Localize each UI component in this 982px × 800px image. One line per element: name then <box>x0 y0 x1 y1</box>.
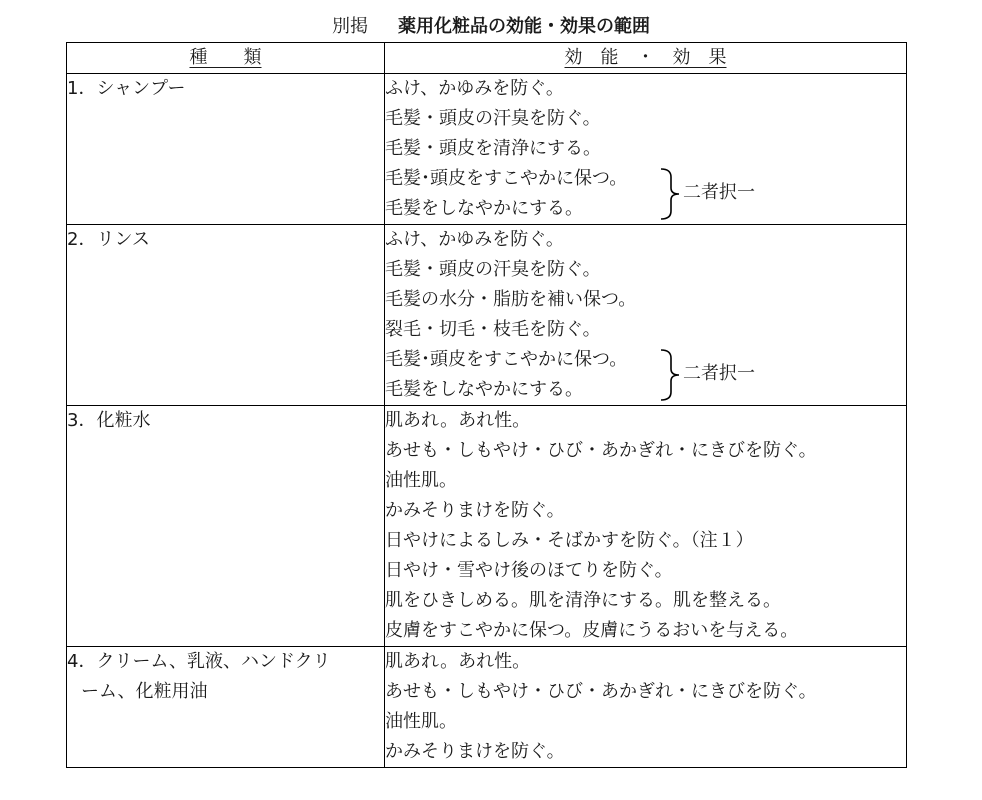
effect-line: 毛髪・頭皮の汗臭を防ぐ。 <box>385 108 601 129</box>
effects-cell <box>385 406 907 647</box>
title-prefix: 別掲 <box>332 16 368 37</box>
effect-line: 毛髪・頭皮を清浄にする。 <box>385 138 601 159</box>
effect-line: 肌あれ。あれ性。 <box>385 651 531 672</box>
effect-line: 油性肌。 <box>385 711 457 732</box>
category-cell <box>67 647 385 768</box>
right-brace-icon <box>659 167 681 221</box>
category-cell <box>67 74 385 225</box>
effect-line: あせも・しもやけ・ひび・あかぎれ・にきびを防ぐ。 <box>385 681 817 702</box>
effect-line: ふけ、かゆみを防ぐ。 <box>385 78 564 99</box>
category-label: 4．クリーム、乳液、ハンドクリ <box>67 651 331 672</box>
effect-line: 日やけによるしみ・そばかすを防ぐ。（注１） <box>385 530 754 551</box>
category-cell <box>67 406 385 647</box>
effects-cell <box>385 74 907 225</box>
effect-line: かみそりまけを防ぐ。 <box>385 500 565 521</box>
right-brace-icon <box>659 348 681 402</box>
effect-line: かみそりまけを防ぐ。 <box>385 741 565 762</box>
effects-cell <box>385 225 907 406</box>
effect-line: 毛髪をしなやかにする。 <box>385 379 583 400</box>
page-title <box>0 14 982 40</box>
effect-line: 肌をひきしめる。肌を清浄にする。肌を整える。 <box>385 590 781 611</box>
effect-line: 日やけ・雪やけ後のほてりを防ぐ。 <box>385 560 673 581</box>
choice-label: 二者択一 <box>683 182 755 203</box>
table-row <box>67 406 907 647</box>
effect-line: 裂毛・切毛・枝毛を防ぐ。 <box>385 319 601 340</box>
effect-line: 毛髪･頭皮をすこやかに保つ。 <box>385 349 628 370</box>
table-header-row <box>67 43 907 74</box>
title-main: 薬用化粧品の効能・効果の範囲 <box>398 16 650 37</box>
effect-line: ふけ、かゆみを防ぐ。 <box>385 229 564 250</box>
choice-label: 二者択一 <box>683 363 755 384</box>
effect-line: 毛髪･頭皮をすこやかに保つ。 <box>385 168 628 189</box>
header-category: 種 類 <box>67 43 385 74</box>
category-label: 3．化粧水 <box>67 410 151 431</box>
effect-line: 油性肌。 <box>385 470 457 491</box>
efficacy-table <box>66 42 907 768</box>
table-row <box>67 647 907 768</box>
choice-pair <box>385 164 906 224</box>
table-row <box>67 225 907 406</box>
effect-line: 肌あれ。あれ性。 <box>385 410 531 431</box>
effects-cell <box>385 647 907 768</box>
category-label-continued: ーム、化粧用油 <box>81 681 208 702</box>
effect-line: 毛髪の水分・脂肪を補い保つ。 <box>385 289 637 310</box>
category-label: 2．リンス <box>67 229 150 250</box>
effect-line: 皮膚をすこやかに保つ。皮膚にうるおいを与える。 <box>385 620 799 641</box>
effect-line: 毛髪・頭皮の汗臭を防ぐ。 <box>385 259 601 280</box>
table-row <box>67 74 907 225</box>
category-label: 1．シャンプー <box>67 78 186 99</box>
header-effects: 効 能 ・ 効 果 <box>385 43 907 74</box>
effect-line: 毛髪をしなやかにする。 <box>385 198 583 219</box>
category-cell <box>67 225 385 406</box>
effect-line: あせも・しもやけ・ひび・あかぎれ・にきびを防ぐ。 <box>385 440 817 461</box>
choice-pair <box>385 345 906 405</box>
